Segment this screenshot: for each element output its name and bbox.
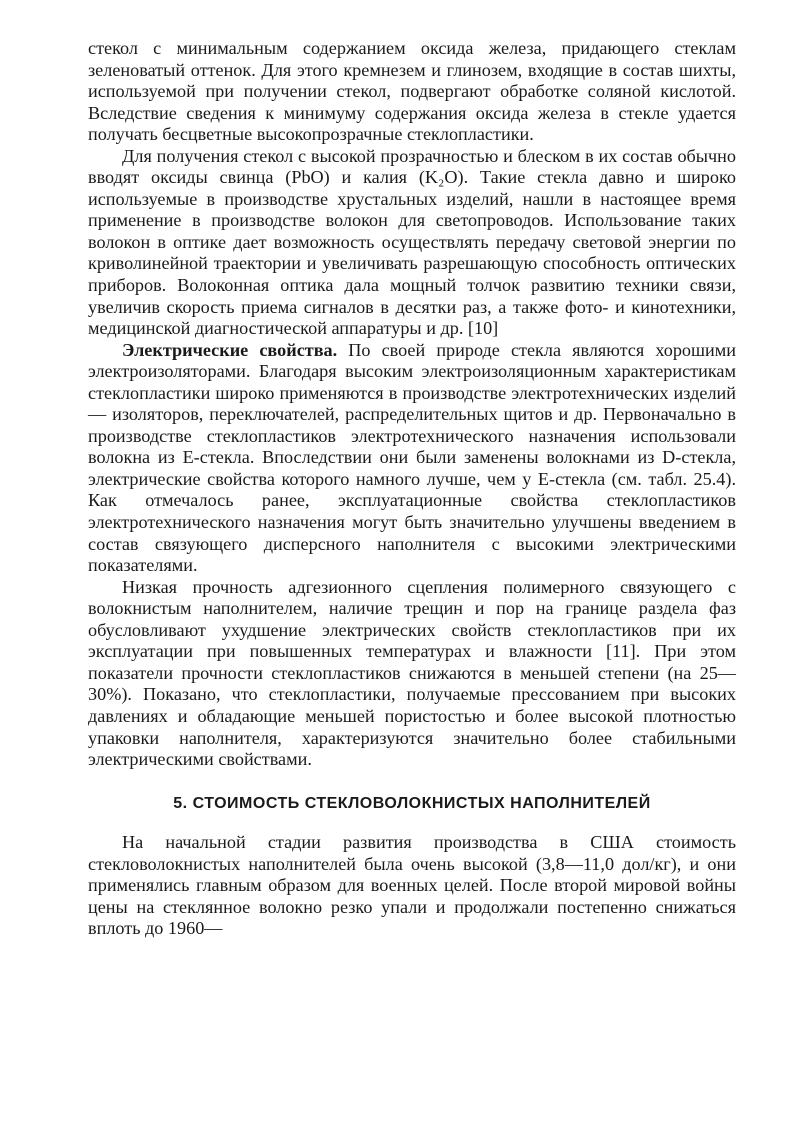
paragraph-lead-potassium-glass: Для получения стекол с высокой прозрачностью и блеском в их состав обычно вводят оксиды свинца (PbO) и калия (K₂O). Такие стекла давно и широко используемые в производстве хрустальных изделий, нашли в настоящее время применение в производстве волокон для светопроводов. Использование таких волокон в оптике дает возможность осуществлять передачу световой энергии по криволинейной траектории и увеличивать разрешающую способность оптических приборов. Волоконная оптика дала мощный толчок развитию техники связи, увеличив скорость приема сигналов в десятки раз, а также фото- и кинотехники, медицинской диагностической аппаратуры и др. [10] [88,145,736,339]
paragraph-cost-history: На начальной стадии развития производства в США стоимость стекловолокнистых наполнителей была очень высокой (3,8—11,0 дол/кг), и они применялись главным образом для военных целей. После второй мировой войны цены на стеклянное волокно резко упали и продолжали постепенно снижаться вплоть до 1960— [88,832,736,939]
section-heading-cost: 5. СТОИМОСТЬ СТЕКЛОВОЛОКНИСТЫХ НАПОЛНИТЕЛЕЙ [173,794,651,812]
section-lead-electrical-properties: Электрические свойства. [122,339,338,360]
paragraph-adhesion-strength: Низкая прочность адгезионного сцепления полимерного связующего с волокнистым наполнителем, наличие трещин и пор на границе раздела фаз обусловливают ухудшение электрических свойств стеклопластиков при их эксплуатации при повышенных температурах и влажности [11]. При этом показатели прочности стеклопластиков снижаются в меньшей степени (на 25—30%). Показано, что стеклопластики, получаемые прессованием при высоких давлениях и обладающие меньшей пористостью и более высокой плотностью упаковки наполнителя, характеризуются значительно более стабильными электрическими свойствами. [88,576,736,770]
document-page [88,38,736,940]
paragraph-electrical-properties [88,340,736,577]
paragraph-electrical-properties-body: По своей природе стекла являются хорошими электроизоляторами. Благодаря высоким электроизоляционным характеристикам стеклопластики широко применяются в производстве электротехнических изделий — изоляторов, переключателей, распределительных щитов и др. Первоначально в производстве стеклопластиков электротехнического назначения использовали волокна из E-стекла. Впоследствии они были заменены волокнами из D-стекла, электрические свойства которого намного лучше, чем у E-стекла (см. табл. 25.4). Как отмечалось ранее, эксплуатационные свойства стеклопластиков электротехнического назначения могут быть значительно улучшены введением в состав связующего дисперсного наполнителя с высокими электрическими показателями. [88,339,736,576]
paragraph-low-iron-glass: стекол с минимальным содержанием оксида железа, придающего стеклам зеленоватый оттенок. Для этого кремнезем и глинозем, входящие в состав шихты, используемой при получении стекол, подвергают обработке соляной кислотой. Вследствие сведения к минимуму содержания оксида железа в стекле удается получать бесцветные высокопрозрачные стеклопластики. [88,38,736,145]
